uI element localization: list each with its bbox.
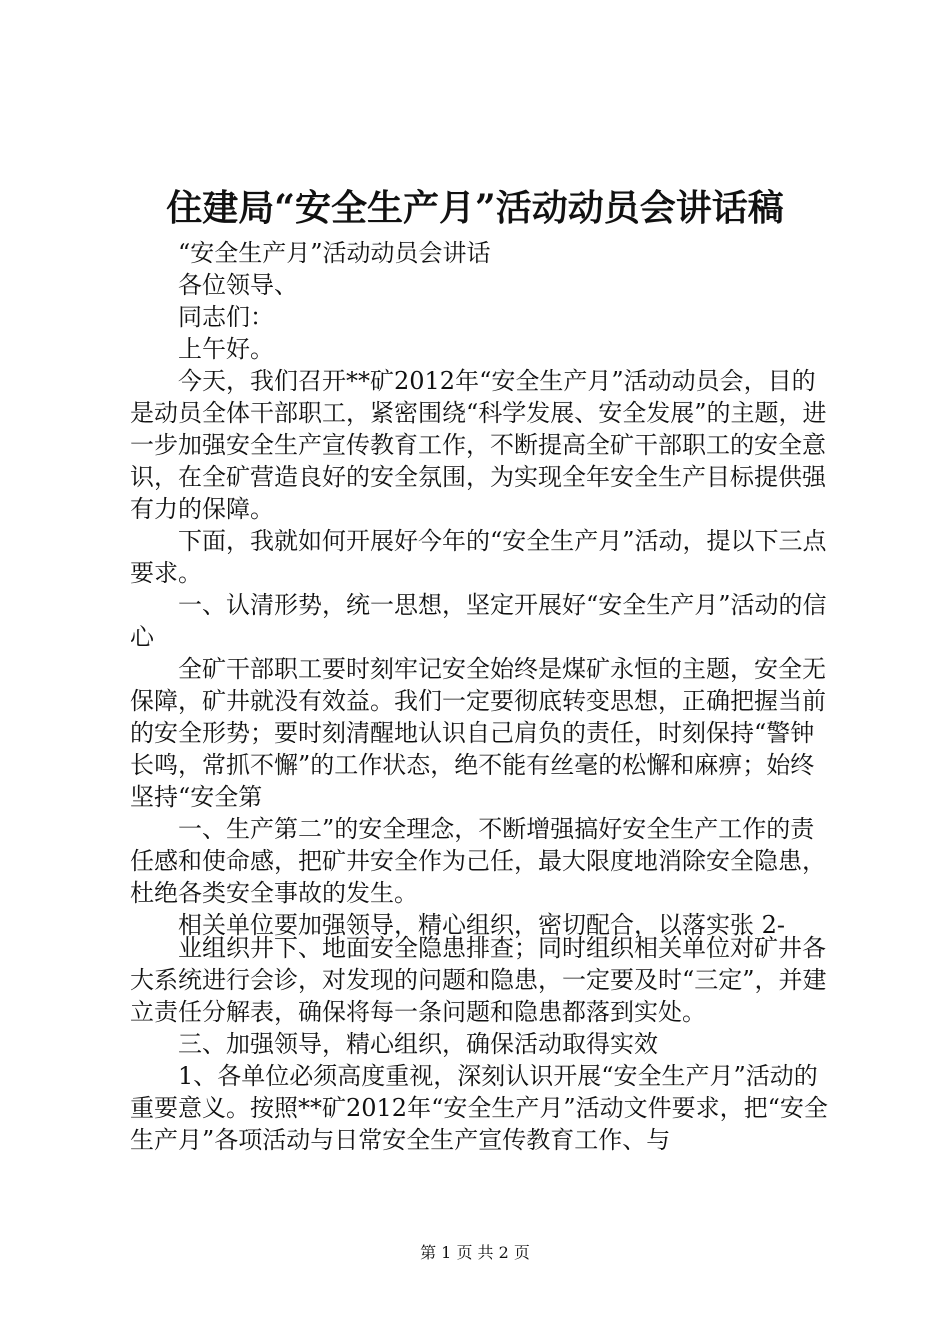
body-paragraph: 业组织井下、地面安全隐患排查；同时组织相关单位对矿井各大系统进行会诊，对发现的问题和隐患，一定要及时“三定”，并建立责任分解表，确保将每一条问题和隐患都落到实处。 (130, 934, 827, 1026)
section-heading: 三、加强领导，精心组织，确保活动取得实效 (178, 1030, 658, 1058)
body-paragraph: 上午好。 (178, 335, 274, 363)
body-paragraph: 各位领导、 (178, 271, 298, 299)
body-paragraph: 今天，我们召开**矿2012年“安全生产月”活动动员会，目的是动员全体干部职工，紧密围绕“科学发展、安全发展”的主题，进一步加强安全生产宣传教育工作，不断提高全矿干部职工的安全意识，在全矿营造良好的安全氛围，为实现全年安全生产目标提供强有力的保障。 (130, 367, 827, 523)
document-title: 住建局“安全生产月”活动动员会讲话稿 (166, 187, 784, 229)
section-heading: 一、认清形势，统一思想，坚定开展好“安全生产月”活动的信心 (130, 591, 827, 651)
body-paragraph: 相关单位要加强领导，精心组织，密切配合，以落实张 2- (178, 911, 786, 939)
body-paragraph: 同志们： (178, 303, 274, 331)
body-block-2 (130, 932, 830, 1156)
body-paragraph: 下面，我就如何开展好今年的“安全生产月”活动，提以下三点要求。 (130, 527, 827, 587)
body-paragraph: 全矿干部职工要时刻牢记安全始终是煤矿永恒的主题，安全无保障，矿井就没有效益。我们一定要彻底转变思想，正确把握当前的安全形势；要时刻清醒地认识自己肩负的责任，时刻保持“警钟长鸣，常抓不懈”的工作状态，绝不能有丝毫的松懈和麻痹；始终坚持“安全第 (130, 655, 826, 811)
body-paragraph: 一、生产第二”的安全理念，不断增强搞好安全生产工作的责任感和使命感，把矿井安全作为己任，最大限度地消除安全隐患，杜绝各类安全事故的发生。 (130, 815, 826, 907)
page-footer: 第 1 页 共 2 页 (420, 1243, 530, 1262)
body-block-1 (130, 237, 830, 941)
body-paragraph: “安全生产月”活动动员会讲话 (178, 239, 491, 267)
body-paragraph: 1、各单位必须高度重视，深刻认识开展“安全生产月”活动的重要意义。按照**矿2012年“安全生产月”活动文件要求，把“安全生产月”各项活动与日常安全生产宣传教育工作、与 (130, 1062, 828, 1154)
